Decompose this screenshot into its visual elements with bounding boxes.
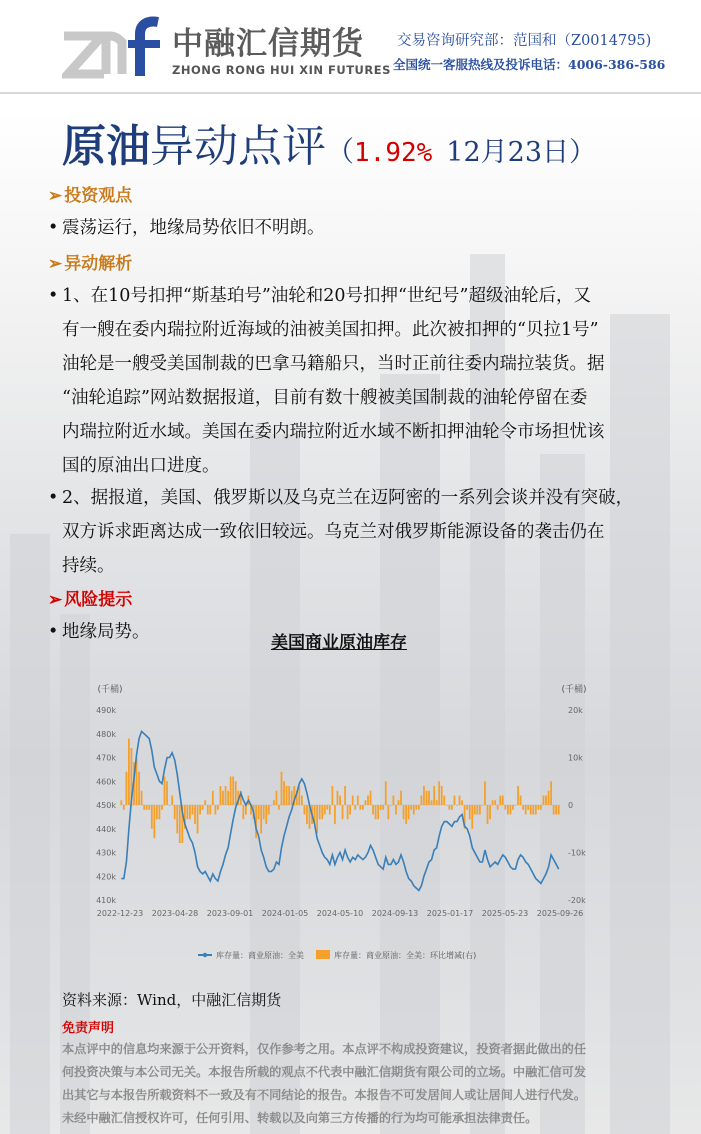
x-tick-label: 2024-09-13 [371, 909, 419, 918]
bar-weekly-change [316, 805, 318, 834]
bar-weekly-change [469, 805, 471, 819]
bar-weekly-change [375, 805, 377, 819]
bar-weekly-change [197, 805, 199, 834]
left-tick-label: 430k [96, 848, 116, 858]
legend-label: 库存量：商业原油：全美：环比增减(右) [334, 951, 477, 960]
bar-weekly-change [537, 805, 539, 810]
bar-weekly-change [540, 805, 542, 810]
risk-heading [48, 585, 132, 610]
text-line: 1、在10号扣押“斯基珀号”油轮和20号扣押“世纪号”超级油轮后，又 [62, 286, 591, 306]
bar-weekly-change [446, 805, 448, 806]
bar-weekly-change [217, 805, 219, 810]
bar-weekly-change [471, 805, 473, 829]
bar-weekly-change [326, 805, 328, 810]
bar-weekly-change [410, 805, 412, 810]
bar-weekly-change [408, 805, 410, 819]
bar-weekly-change [365, 800, 367, 805]
right-tick-label: -10k [568, 848, 586, 858]
bar-weekly-change [156, 805, 158, 819]
text-line: 油轮是一艘受美国制裁的巴拿马籍船只，当时正前往委内瑞拉装货。据 [62, 354, 605, 374]
text-line: 内瑞拉附近水域。美国在委内瑞拉附近水域不断扣押油轮令市场担忧该 [62, 422, 605, 442]
bullet: • [48, 488, 59, 508]
disclaimer-line: 未经中融汇信授权许可，任何引用、转载以及向第三方传播的行为均可能承担法律责任。 [62, 1111, 538, 1125]
bar-weekly-change [476, 805, 478, 815]
text-line: 有一艘在委内瑞拉附近海域的油被美国扣押。此次被扣押的“贝拉1号” [62, 320, 599, 340]
bar-weekly-change [169, 805, 171, 806]
title-paren: （ [326, 135, 355, 168]
right-tick-label: -20k [568, 896, 586, 905]
company-logo-icon [62, 14, 162, 80]
left-tick-label: 460k [96, 777, 116, 787]
text-line: 持续。 [62, 556, 115, 576]
analysis-heading [48, 249, 132, 274]
x-tick-label: 2025-09-26 [536, 909, 584, 918]
bar-weekly-change [207, 805, 209, 815]
disclaimer-title: 免责声明 [62, 1021, 115, 1036]
left-tick-label: 490k [96, 706, 116, 715]
bar-weekly-change [522, 805, 524, 810]
bar-weekly-change [517, 786, 519, 805]
bar-weekly-change [545, 796, 547, 806]
bar-weekly-change [278, 805, 280, 810]
view-heading-text: 投资观点 [64, 186, 133, 206]
bullet: • [48, 622, 59, 642]
text-line: “油轮追踪”网站数据报道，目前有数十艘被美国制裁的油轮停留在委 [62, 388, 588, 408]
left-tick-label: 420k [96, 872, 116, 882]
x-tick-label: 2024-05-10 [316, 909, 364, 918]
bar-weekly-change [451, 805, 453, 810]
bar-weekly-change [164, 777, 166, 806]
bar-weekly-change [504, 805, 506, 810]
left-tick-label: 480k [96, 729, 116, 739]
left-tick-label: 410k [96, 896, 116, 905]
bar-weekly-change [347, 805, 349, 819]
bar-weekly-change [258, 805, 260, 819]
bar-weekly-change [489, 805, 491, 819]
bar-weekly-change [283, 781, 285, 805]
bar-weekly-change [235, 781, 237, 805]
text-line: 2、据报道，美国、俄罗斯以及乌克兰在迈阿密的一系列会谈并没有突破， [62, 488, 634, 508]
bar-weekly-change [291, 791, 293, 805]
bar-weekly-change [304, 805, 306, 815]
title-subject: 异动点评 [150, 121, 326, 172]
view-text: 震荡运行，地缘局势依旧不明朗。 [62, 218, 325, 238]
hotline-contact: 全国统一客服热线及投诉电话：4006-386-586 [393, 57, 666, 72]
bar-weekly-change [512, 805, 514, 810]
bar-weekly-change [222, 791, 224, 805]
bar-weekly-change [286, 786, 288, 805]
bar-weekly-change [527, 805, 529, 810]
inventory-chart [90, 678, 600, 968]
bullet: • [48, 286, 59, 306]
right-tick-label: 20k [568, 706, 583, 715]
bar-weekly-change [230, 777, 232, 806]
bar-weekly-change [555, 805, 557, 815]
bar-weekly-change [484, 781, 486, 805]
bar-weekly-change [301, 796, 303, 806]
bar-weekly-change [385, 781, 387, 805]
bar-weekly-change [413, 805, 415, 815]
bar-weekly-change [153, 805, 155, 838]
bar-weekly-change [324, 805, 326, 815]
bar-weekly-change [398, 800, 400, 805]
bar-weekly-change [146, 805, 148, 810]
bar-weekly-change [461, 800, 463, 805]
bar-weekly-change [268, 805, 270, 815]
bar-weekly-change [400, 791, 402, 805]
title-date: 12月23日） [446, 137, 597, 168]
bar-weekly-change [423, 786, 425, 805]
bar-weekly-change [438, 781, 440, 805]
bar-weekly-change [418, 805, 420, 810]
x-tick-label: 2023-09-01 [206, 909, 254, 918]
analysis-p2-body [62, 481, 701, 583]
bar-weekly-change [232, 777, 234, 806]
bar-weekly-change [321, 805, 323, 819]
bar-weekly-change [456, 805, 458, 806]
left-tick-label: 450k [96, 801, 116, 810]
right-unit-label: (千桶) [561, 685, 587, 695]
bar-weekly-change [482, 805, 484, 806]
x-tick-label: 2024-01-05 [261, 909, 309, 918]
bar-weekly-change [415, 805, 417, 810]
bar-weekly-change [273, 800, 275, 805]
bar-weekly-change [558, 805, 560, 815]
bar-weekly-change [202, 805, 204, 810]
research-contact: 交易咨询研究部：范国和（Z0014795) [397, 33, 652, 49]
bar-weekly-change [380, 805, 382, 810]
bar-weekly-change [543, 796, 545, 806]
bar-weekly-change [220, 786, 222, 805]
bar-weekly-change [171, 796, 173, 806]
text-line: 双方诉求距离达成一致依旧较远。乌克兰对俄罗斯能源设备的袭击仍在 [62, 522, 605, 542]
bar-weekly-change [176, 805, 178, 834]
bar-weekly-change [212, 791, 214, 805]
bar-weekly-change [359, 805, 361, 810]
bar-weekly-change [148, 805, 150, 810]
x-tick-label: 2023-04-28 [151, 909, 199, 918]
bar-weekly-change [331, 786, 333, 805]
bar-weekly-change [354, 805, 356, 810]
bar-weekly-change [535, 805, 537, 815]
analysis-paragraph-1 [48, 279, 605, 476]
bar-weekly-change [260, 805, 262, 834]
legend-line-marker [203, 953, 207, 957]
bar-weekly-change [459, 796, 461, 806]
risk-text: 地缘局势。 [62, 622, 150, 642]
bar-weekly-change [225, 786, 227, 805]
bar-weekly-change [166, 781, 168, 805]
bar-weekly-change [507, 805, 509, 815]
bar-weekly-change [214, 805, 216, 815]
bar-weekly-change [138, 772, 140, 805]
bar-weekly-change [357, 796, 359, 806]
bar-weekly-change [242, 805, 244, 819]
x-tick-label: 2022-12-23 [96, 909, 144, 918]
view-heading [48, 181, 132, 206]
right-tick-label: 10k [568, 753, 583, 763]
text-line: 国的原油出口进度。 [62, 456, 220, 476]
bar-weekly-change [494, 800, 496, 805]
bar-weekly-change [151, 805, 153, 829]
bar-weekly-change [448, 805, 450, 810]
bar-weekly-change [436, 800, 438, 805]
skyline-building [10, 534, 50, 1134]
data-source: 资料来源：Wind，中融汇信期货 [62, 991, 282, 1009]
bar-weekly-change [263, 805, 265, 819]
bar-weekly-change [426, 791, 428, 805]
bar-weekly-change [479, 805, 481, 815]
bar-weekly-change [161, 805, 163, 810]
x-tick-label: 2025-01-17 [426, 909, 474, 918]
bar-weekly-change [405, 805, 407, 824]
bar-weekly-change [143, 805, 145, 810]
bar-weekly-change [120, 800, 122, 805]
bar-weekly-change [270, 805, 272, 806]
bar-weekly-change [128, 739, 130, 806]
bar-weekly-change [209, 805, 211, 815]
disclaimer-line: 本点评中的信息均来源于公开资料，仅作参考之用。本点评不构成投资建议，投资者据此做出的任 [62, 1042, 587, 1056]
bar-weekly-change [492, 800, 494, 805]
bar-weekly-change [497, 805, 499, 810]
bar-weekly-change [344, 786, 346, 805]
analysis-paragraph-2 [48, 481, 634, 576]
bar-weekly-change [553, 805, 555, 815]
bar-weekly-change [125, 772, 127, 805]
bar-weekly-change [532, 805, 534, 815]
bar-weekly-change [349, 805, 351, 815]
bullet: • [48, 218, 59, 238]
arrow-icon: ➢ [48, 590, 63, 610]
bar-weekly-change [420, 796, 422, 806]
risk-paragraph [48, 615, 150, 649]
bar-weekly-change [372, 805, 374, 815]
bar-weekly-change [499, 796, 501, 806]
bar-weekly-change [403, 805, 405, 819]
bar-weekly-change [487, 805, 489, 824]
bar-weekly-change [276, 791, 278, 805]
bar-weekly-change [387, 805, 389, 819]
x-tick-label: 2025-05-23 [481, 909, 529, 918]
arrow-icon: ➢ [48, 254, 63, 274]
left-tick-label: 470k [96, 753, 116, 763]
bar-weekly-change [510, 805, 512, 815]
bar-weekly-change [474, 805, 476, 815]
left-unit-label: (千桶) [97, 685, 123, 695]
analysis-heading-text: 异动解析 [64, 254, 133, 274]
bar-weekly-change [192, 805, 194, 815]
bar-weekly-change [431, 800, 433, 805]
bar-weekly-change [189, 805, 191, 819]
bar-weekly-change [382, 805, 384, 810]
bar-weekly-change [393, 796, 395, 806]
bar-weekly-change [367, 796, 369, 806]
left-tick-label: 440k [96, 824, 116, 834]
company-name-en: ZHONG RONG HUI XIN FUTURES [172, 63, 391, 77]
bar-weekly-change [337, 791, 339, 805]
bar-weekly-change [159, 805, 161, 819]
disclaimer-line: 何投资决策与本公司无关。本报告所载的观点不代表中融汇信期货有限公司的立场。中融汇信可发 [62, 1065, 587, 1079]
arrow-icon: ➢ [48, 186, 63, 206]
bar-weekly-change [466, 805, 468, 810]
bar-weekly-change [227, 791, 229, 805]
right-tick-label: 0 [568, 801, 574, 810]
bar-weekly-change [550, 781, 552, 805]
bar-weekly-change [352, 796, 354, 806]
bar-weekly-change [443, 796, 445, 806]
bar-weekly-change [265, 805, 267, 824]
analysis-p1-body [62, 279, 701, 483]
bar-weekly-change [428, 791, 430, 805]
bar-weekly-change [548, 791, 550, 805]
bar-weekly-change [334, 805, 336, 824]
bar-weekly-change [204, 800, 206, 805]
bar-weekly-change [123, 805, 125, 810]
bar-weekly-change [370, 791, 372, 805]
title-commodity: 原油 [62, 121, 150, 172]
bar-weekly-change [395, 805, 397, 815]
header-divider [0, 92, 701, 94]
bar-weekly-change [179, 805, 181, 843]
legend-bar-swatch [316, 950, 330, 959]
report-title [62, 110, 596, 174]
chart-title: 美国商业原油库存 [271, 633, 407, 653]
legend-label: 库存量：商业原油：全美 [216, 951, 304, 960]
bar-weekly-change [377, 805, 379, 819]
bar-weekly-change [319, 805, 321, 819]
bar-weekly-change [441, 786, 443, 805]
view-paragraph [48, 211, 325, 245]
company-name-cn: 中融汇信期货 [172, 26, 364, 62]
bar-weekly-change [329, 805, 331, 815]
bar-weekly-change [454, 796, 456, 806]
bar-weekly-change [502, 796, 504, 806]
bar-weekly-change [525, 805, 527, 815]
risk-heading-text: 风险提示 [64, 590, 133, 610]
bar-weekly-change [194, 805, 196, 824]
bar-weekly-change [433, 786, 435, 805]
bar-weekly-change [342, 805, 344, 819]
bar-weekly-change [515, 805, 517, 806]
bar-weekly-change [281, 772, 283, 805]
bar-weekly-change [174, 805, 176, 819]
bar-weekly-change [288, 786, 290, 805]
bar-weekly-change [199, 805, 201, 815]
bar-weekly-change [390, 805, 392, 806]
disclaimer-line: 出其它与本报告所载资料不一致及有不同结论的报告。本报告不可发居间人或让居间人进行代发。 [62, 1088, 587, 1102]
bar-weekly-change [187, 805, 189, 819]
bar-weekly-change [362, 805, 364, 810]
title-change-pct: 1.92% [354, 138, 433, 168]
bar-weekly-change [306, 805, 308, 824]
bar-weekly-change [339, 796, 341, 806]
bar-weekly-change [520, 796, 522, 806]
bar-weekly-change [141, 791, 143, 805]
bar-weekly-change [530, 805, 532, 815]
